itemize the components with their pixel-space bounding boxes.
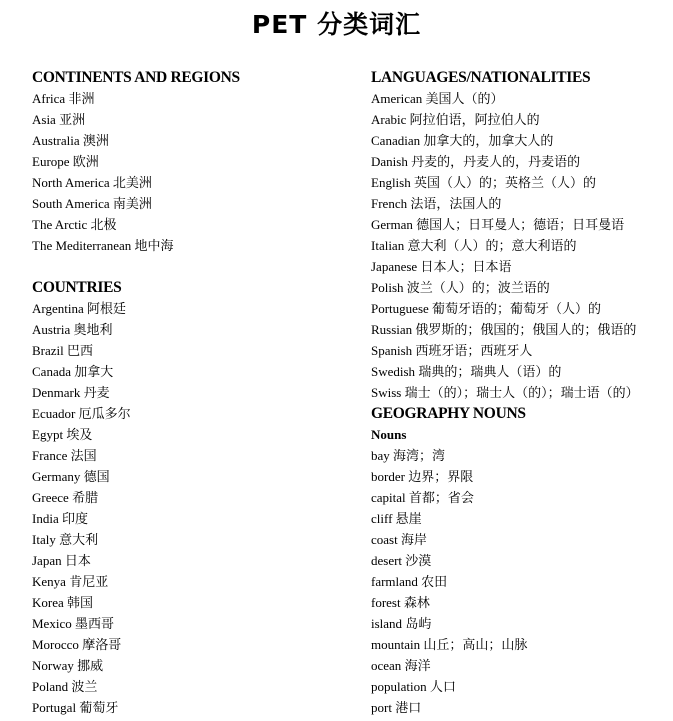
vocab-english: The Mediterranean [32, 238, 132, 253]
vocab-item [32, 571, 352, 592]
vocab-chinese: 瑞士（的）；瑞士人（的）；瑞士语（的） [404, 386, 639, 401]
vocab-item [32, 613, 352, 634]
vocab-item [32, 298, 352, 319]
vocab-item [32, 634, 352, 655]
vocab-chinese: 山丘；高山；山脉 [423, 638, 528, 653]
vocab-english: French [371, 196, 408, 211]
vocab-english: bay [371, 448, 390, 463]
vocab-item [32, 214, 352, 235]
vocab-english: population [371, 679, 427, 694]
vocab-item [371, 319, 671, 340]
vocab-chinese: 希腊 [72, 491, 99, 506]
vocab-item [371, 151, 671, 172]
vocab-chinese: 巴西 [67, 344, 94, 359]
vocab-english: coast [371, 532, 398, 547]
vocab-chinese: 挪威 [77, 659, 104, 674]
vocab-english: Poland [32, 679, 69, 694]
vocab-english: The Arctic [32, 217, 88, 232]
vocab-english: Spanish [371, 343, 413, 358]
vocab-item [371, 445, 671, 466]
vocab-english: India [32, 511, 59, 526]
vocab-item [32, 109, 352, 130]
vocab-english: Arabic [371, 112, 407, 127]
vocab-english: Europe [32, 154, 70, 169]
vocab-english: Canadian [371, 133, 421, 148]
geography-list [371, 445, 671, 718]
section-heading-continents: CONTINENTS AND REGIONS [32, 69, 240, 86]
vocab-item [371, 130, 671, 151]
vocab-item [32, 508, 352, 529]
vocab-chinese: 摩洛哥 [82, 638, 122, 653]
vocab-chinese: 波兰（人）的；波兰语的 [406, 281, 550, 296]
vocab-item [32, 172, 352, 193]
vocab-item [32, 592, 352, 613]
vocab-chinese: 肯尼亚 [69, 575, 109, 590]
vocab-chinese: 德国 [83, 470, 110, 485]
vocab-english: German [371, 217, 413, 232]
page-title: PET 分类词汇 [251, 10, 422, 39]
vocab-chinese: 葡萄牙 [79, 701, 119, 716]
vocab-english: capital [371, 490, 406, 505]
vocab-english: desert [371, 553, 403, 568]
vocab-chinese: 意大利（人）的；意大利语的 [407, 239, 577, 254]
vocab-chinese: 欧洲 [72, 155, 99, 170]
vocab-chinese: 沙漠 [405, 554, 432, 569]
vocab-chinese: 阿拉伯语，阿拉伯人的 [409, 113, 540, 128]
vocab-english: cliff [371, 511, 393, 526]
vocab-chinese: 丹麦 [83, 386, 110, 401]
vocab-item [32, 319, 352, 340]
vocab-item [371, 172, 671, 193]
vocab-chinese: 海岸 [400, 533, 427, 548]
vocab-item [371, 571, 671, 592]
vocab-english: Brazil [32, 343, 64, 358]
vocab-chinese: 丹麦的，丹麦人的，丹麦语的 [411, 155, 581, 170]
vocab-english: Korea [32, 595, 64, 610]
vocab-chinese: 加拿大 [74, 365, 114, 380]
section-heading-geography: GEOGRAPHY NOUNS [371, 405, 526, 422]
vocab-english: forest [371, 595, 401, 610]
vocab-english: Denmark [32, 385, 81, 400]
vocab-english: English [371, 175, 411, 190]
vocab-chinese: 南美洲 [112, 197, 152, 212]
vocab-item [371, 88, 671, 109]
vocab-english: Australia [32, 133, 80, 148]
vocab-item [371, 361, 671, 382]
vocab-english: Polish [371, 280, 404, 295]
vocab-english: Kenya [32, 574, 66, 589]
vocab-chinese: 边界；界限 [408, 470, 474, 485]
vocab-english: Japan [32, 553, 62, 568]
vocab-english: Germany [32, 469, 81, 484]
vocab-item [32, 151, 352, 172]
vocab-english: American [371, 91, 423, 106]
vocab-item [371, 676, 671, 697]
section-heading-languages: LANGUAGES/NATIONALITIES [371, 69, 591, 86]
vocab-english: Argentina [32, 301, 84, 316]
vocab-chinese: 阿根廷 [87, 302, 127, 317]
vocab-chinese: 海湾；湾 [393, 449, 446, 464]
vocab-english: port [371, 700, 392, 715]
vocab-item [32, 655, 352, 676]
vocab-item [371, 298, 671, 319]
vocab-item [32, 130, 352, 151]
vocab-chinese: 意大利 [59, 533, 99, 548]
vocab-english: Egypt [32, 427, 64, 442]
vocab-item [32, 340, 352, 361]
vocab-item [32, 424, 352, 445]
vocab-item [371, 529, 671, 550]
vocab-english: Russian [371, 322, 413, 337]
vocab-item [32, 697, 352, 718]
vocab-item [371, 214, 671, 235]
vocab-item [32, 361, 352, 382]
vocab-chinese: 岛屿 [405, 617, 432, 632]
right-column [371, 67, 671, 718]
vocab-english: Danish [371, 154, 408, 169]
vocab-english: Italian [371, 238, 405, 253]
vocab-chinese: 英国（人）的；英格兰（人）的 [413, 176, 596, 191]
vocab-item [371, 466, 671, 487]
vocab-chinese: 法国 [70, 449, 97, 464]
vocab-english: Asia [32, 112, 56, 127]
vocab-item [32, 382, 352, 403]
countries-list [32, 298, 352, 718]
vocab-item [371, 235, 671, 256]
vocab-chinese: 北极 [90, 218, 117, 233]
vocab-chinese: 奥地利 [73, 323, 113, 338]
vocab-chinese: 亚洲 [59, 113, 86, 128]
vocab-chinese: 墨西哥 [74, 617, 114, 632]
vocab-item [32, 676, 352, 697]
vocab-chinese: 波兰 [71, 680, 98, 695]
vocab-chinese: 非洲 [68, 92, 95, 107]
vocab-item [371, 634, 671, 655]
vocab-english: Italy [32, 532, 56, 547]
vocab-item [32, 445, 352, 466]
vocab-english: South America [32, 196, 110, 211]
vocab-chinese: 埃及 [66, 428, 93, 443]
vocab-english: ocean [371, 658, 402, 673]
vocab-chinese: 首都；省会 [408, 491, 474, 506]
vocab-chinese: 悬崖 [395, 512, 422, 527]
vocab-chinese: 海洋 [404, 659, 431, 674]
vocab-english: Swedish [371, 364, 416, 379]
subheading-nouns: Nouns [371, 427, 407, 442]
vocab-item [32, 529, 352, 550]
vocab-item [371, 277, 671, 298]
vocab-english: Mexico [32, 616, 72, 631]
vocab-item [32, 193, 352, 214]
vocab-chinese: 厄瓜多尔 [78, 407, 131, 422]
vocab-english: Norway [32, 658, 74, 673]
vocab-item [32, 466, 352, 487]
vocab-item [32, 550, 352, 571]
vocab-chinese: 北美洲 [112, 176, 152, 191]
vocab-english: Portugal [32, 700, 77, 715]
vocab-english: France [32, 448, 68, 463]
vocab-chinese: 美国人（的） [425, 92, 504, 107]
vocab-english: Canada [32, 364, 71, 379]
vocab-item [371, 655, 671, 676]
vocab-english: farmland [371, 574, 418, 589]
vocab-item [371, 508, 671, 529]
vocab-chinese: 森林 [403, 596, 430, 611]
vocab-chinese: 韩国 [67, 596, 94, 611]
vocab-english: Portuguese [371, 301, 429, 316]
vocab-item [371, 613, 671, 634]
vocab-chinese: 俄罗斯的；俄国的；俄国人的；俄语的 [415, 323, 637, 338]
vocab-chinese: 印度 [61, 512, 88, 527]
vocab-english: island [371, 616, 403, 631]
vocab-english: mountain [371, 637, 421, 652]
vocab-item [32, 487, 352, 508]
left-column [32, 67, 352, 718]
section-heading-countries: COUNTRIES [32, 279, 122, 296]
vocab-english: Swiss [371, 385, 402, 400]
vocab-item [32, 235, 352, 256]
vocab-chinese: 加拿大的，加拿大人的 [423, 134, 554, 149]
vocab-english: border [371, 469, 405, 484]
vocab-chinese: 港口 [395, 701, 422, 716]
vocab-chinese: 人口 [429, 680, 456, 695]
continents-list [32, 88, 352, 256]
vocab-english: Austria [32, 322, 71, 337]
vocab-chinese: 日本 [64, 554, 91, 569]
vocab-item [371, 697, 671, 718]
vocab-item [371, 256, 671, 277]
section-spacer [32, 256, 352, 277]
vocab-item [32, 403, 352, 424]
vocab-chinese: 瑞典的；瑞典人（语）的 [418, 365, 562, 380]
vocab-english: Japanese [371, 259, 418, 274]
vocab-item [371, 109, 671, 130]
vocab-english: Greece [32, 490, 69, 505]
vocab-item [371, 382, 671, 403]
languages-list [371, 88, 671, 403]
vocab-chinese: 日本人；日本语 [420, 260, 512, 275]
vocab-item [32, 88, 352, 109]
vocab-chinese: 农田 [421, 575, 448, 590]
vocab-item [371, 550, 671, 571]
vocab-item [371, 592, 671, 613]
vocab-item [371, 487, 671, 508]
vocab-chinese: 法语，法国人的 [410, 197, 502, 212]
vocab-chinese: 德国人；日耳曼人；德语；日耳曼语 [416, 218, 625, 233]
vocab-chinese: 地中海 [134, 239, 174, 254]
vocab-item [371, 193, 671, 214]
vocab-item [371, 340, 671, 361]
vocab-chinese: 澳洲 [82, 134, 109, 149]
vocab-english: Ecuador [32, 406, 76, 421]
vocab-chinese: 葡萄牙语的；葡萄牙（人）的 [432, 302, 602, 317]
vocab-chinese: 西班牙语；西班牙人 [415, 344, 533, 359]
vocab-english: Africa [32, 91, 66, 106]
vocab-english: Morocco [32, 637, 79, 652]
vocab-english: North America [32, 175, 110, 190]
